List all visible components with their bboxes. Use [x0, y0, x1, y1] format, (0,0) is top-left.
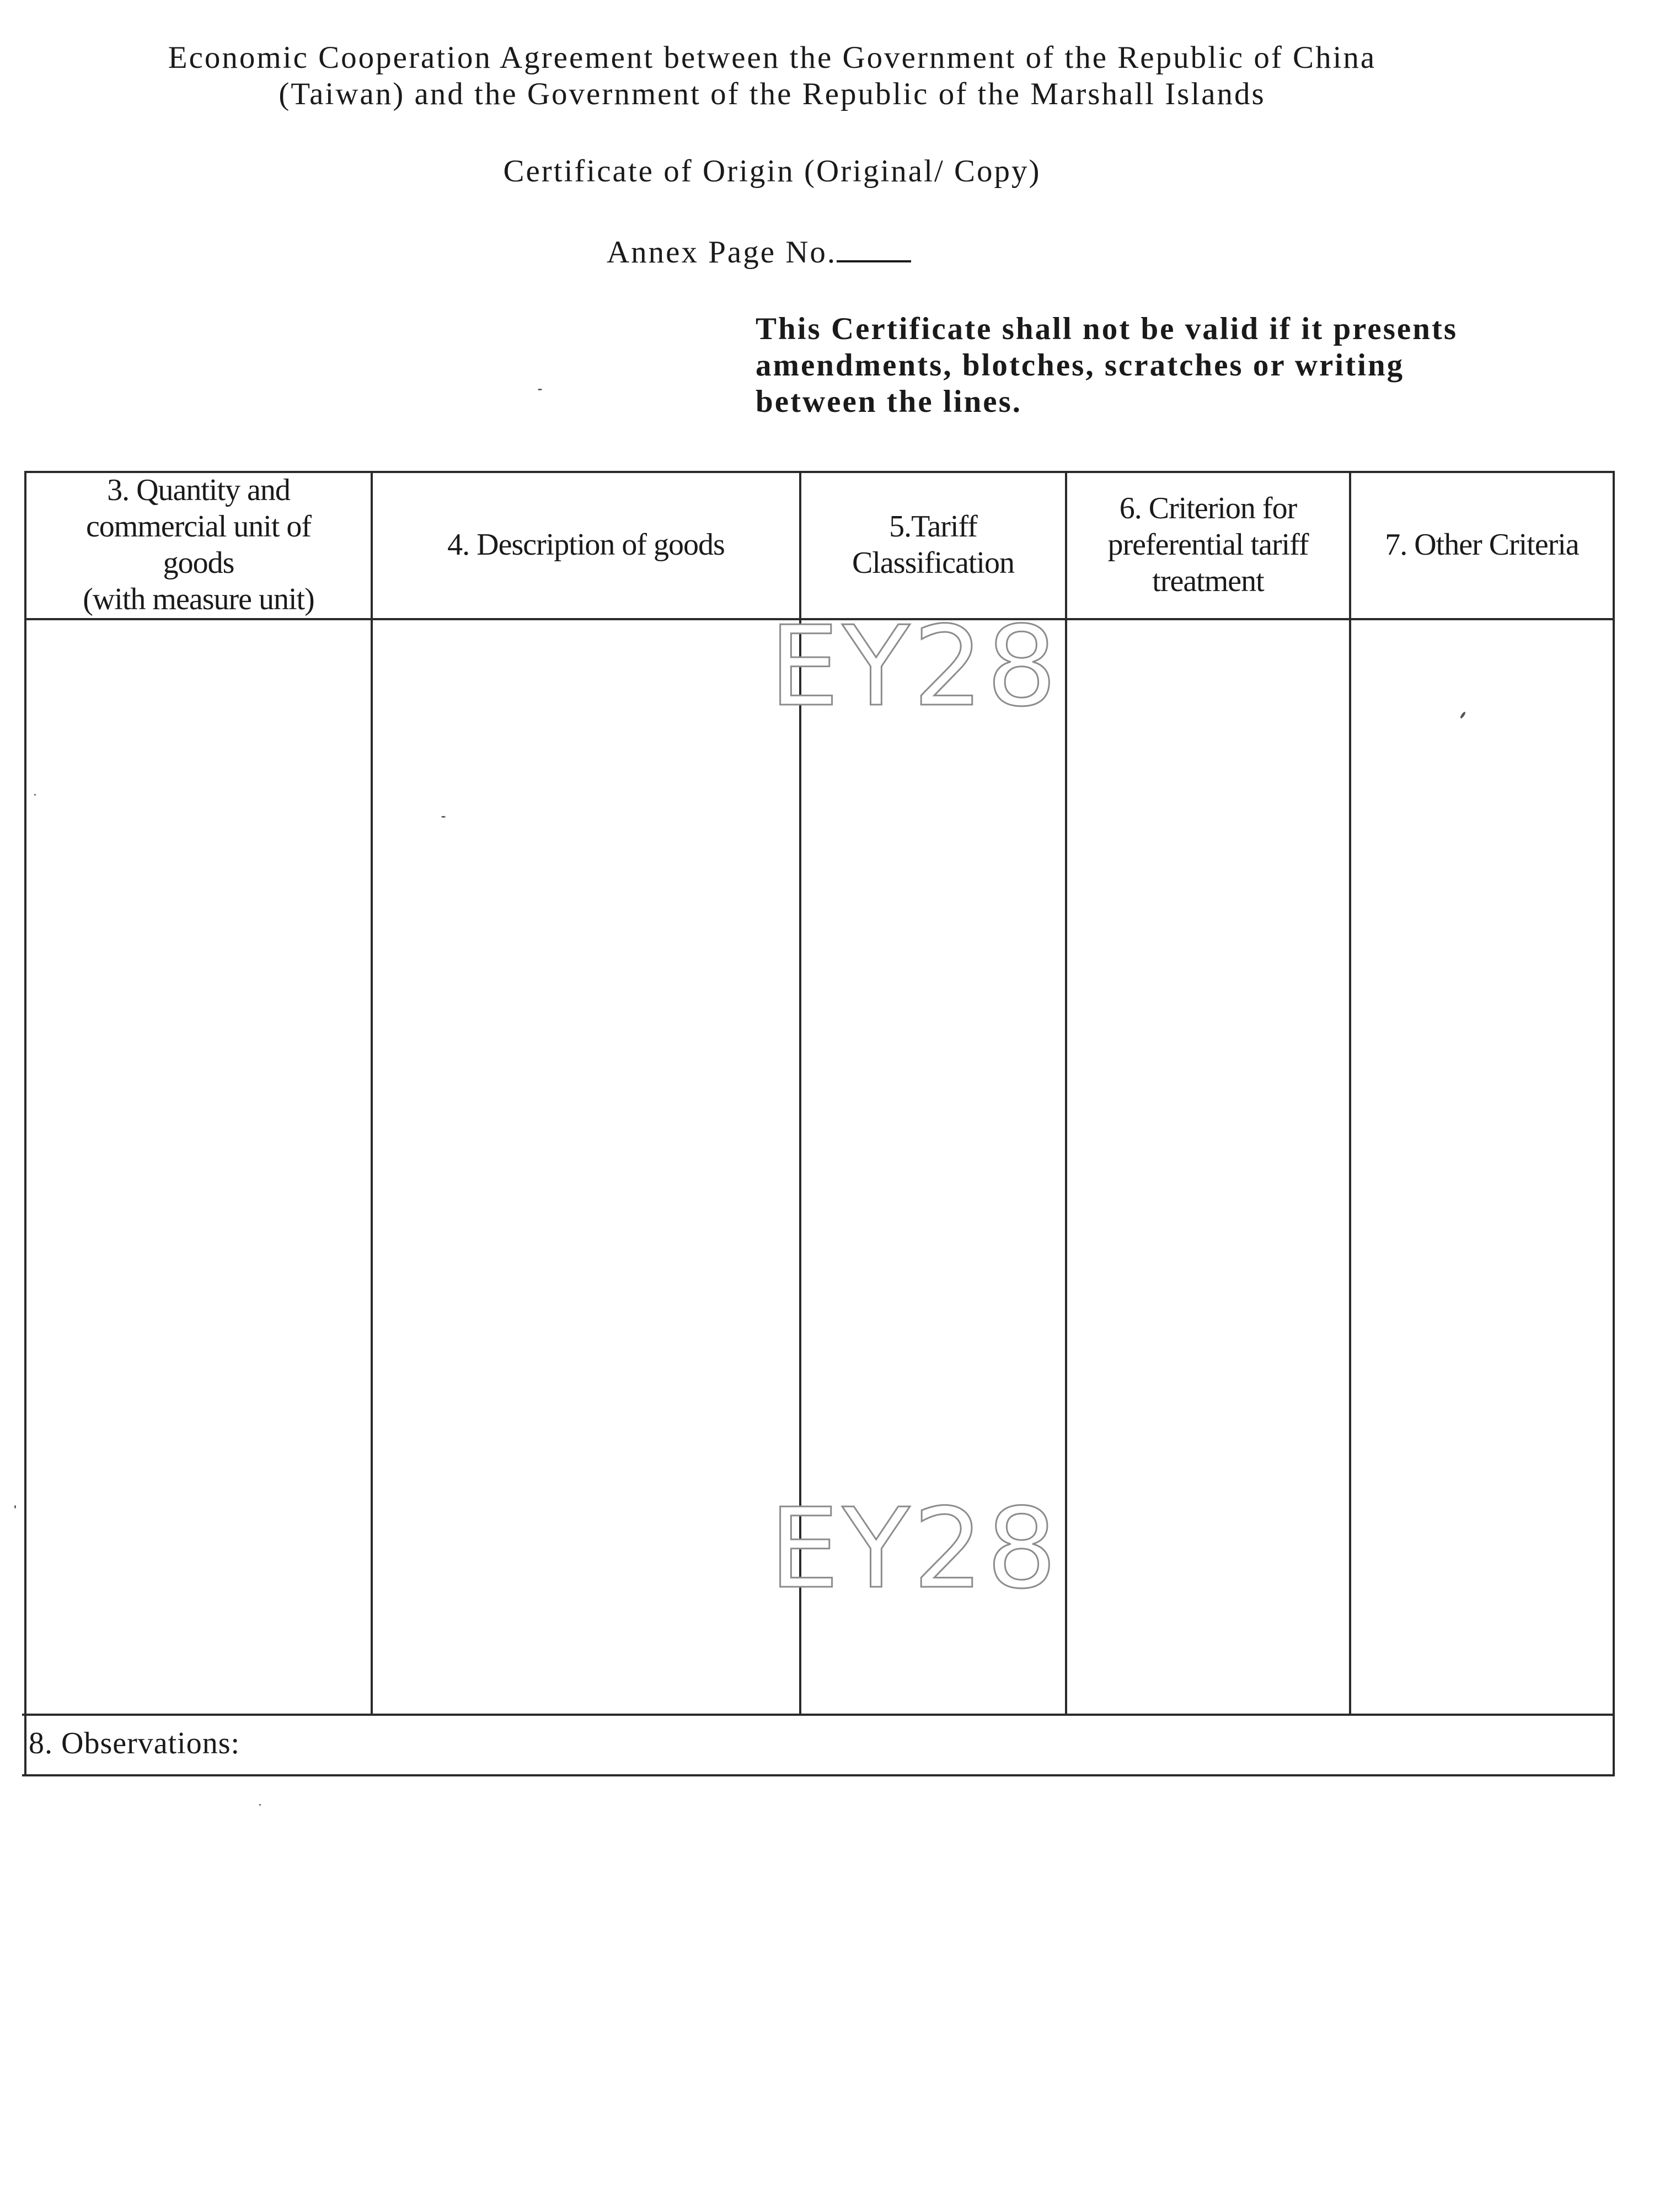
validity-notice [756, 311, 1539, 420]
column-header-line: 5.Tariff [889, 509, 977, 544]
column-header-criterion [1067, 472, 1349, 618]
description-cell[interactable] [373, 620, 799, 1714]
watermark-stamp: EY28 [769, 1485, 1061, 1613]
scan-speck [259, 1804, 261, 1806]
column-header-description [373, 472, 799, 618]
column-header-line: 6. Criterion for [1119, 491, 1297, 525]
validity-notice-line-3: between the lines. [756, 384, 1022, 419]
table-bottom-border [22, 1774, 1615, 1776]
observations-field[interactable] [287, 1716, 1613, 1774]
quantity-cell[interactable] [26, 620, 371, 1714]
observations-label: 8. Observations: [29, 1726, 240, 1760]
watermark-stamp: EY28 [769, 603, 1061, 731]
column-header-line: commercial unit of [85, 509, 312, 544]
column-header-tariff [801, 472, 1065, 618]
validity-notice-line-2: amendments, blotches, scratches or writing [756, 348, 1405, 383]
validity-notice-line-1: This Certificate shall not be valid if it presents [756, 312, 1458, 346]
scan-speck [538, 389, 542, 390]
scan-speck [14, 1505, 16, 1508]
agreement-title-line-2: (Taiwan) and the Government of the Republic of the Marshall Islands [279, 77, 1266, 111]
other-criteria-cell[interactable] [1351, 620, 1613, 1714]
annex-page-blank[interactable] [837, 233, 911, 262]
scan-speck [34, 794, 36, 796]
column-header-line: treatment [1152, 564, 1264, 598]
agreement-title-line-1: Economic Cooperation Agreement between the Government of the Republic of China [168, 40, 1377, 75]
column-header-line: Classification [852, 546, 1014, 580]
annex-page-number [607, 233, 911, 270]
column-header-line: (with measure unit) [83, 582, 314, 616]
column-header-line: goods [163, 546, 234, 580]
column-header-other-criteria [1351, 472, 1613, 618]
column-header-quantity [26, 472, 371, 618]
column-header-line: 7. Other Criteria [1385, 528, 1579, 562]
certificate-title: Certificate of Origin (Original/ Copy) [503, 154, 1041, 189]
scan-speck [441, 816, 446, 818]
annex-page-label: Annex Page No. [607, 235, 837, 270]
column-header-line: preferential tariff [1107, 528, 1309, 562]
table-right-border [1613, 471, 1615, 1775]
criterion-cell[interactable] [1067, 620, 1349, 1714]
column-header-line: 4. Description of goods [447, 528, 725, 562]
column-header-line: 3. Quantity and [107, 473, 290, 507]
